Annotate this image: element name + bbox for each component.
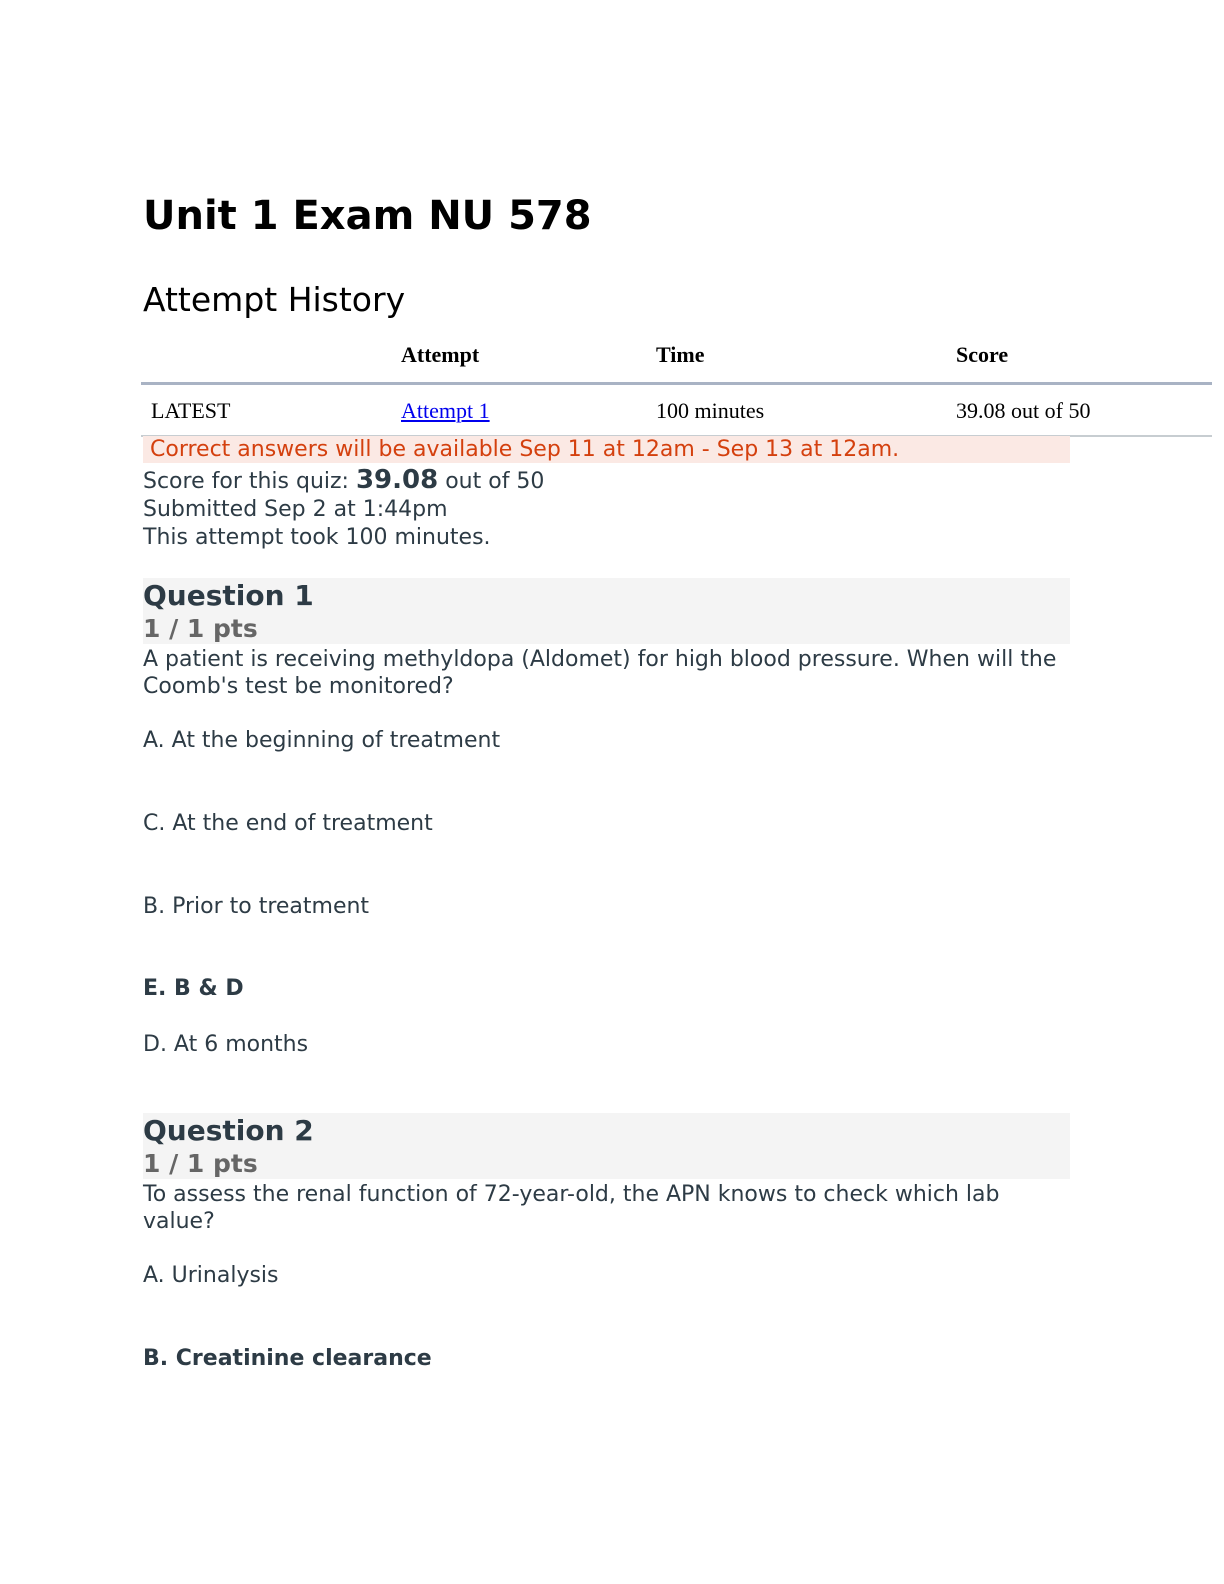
attempt-history-heading: Attempt History	[143, 280, 406, 319]
question-2-points: 1 / 1 pts	[143, 1149, 258, 1178]
score-value: 39.08	[355, 465, 439, 495]
header-attempt: Attempt	[401, 342, 480, 367]
score-prefix: Score for this quiz:	[143, 469, 356, 494]
q1-answer-a[interactable]: A. At the beginning of treatment	[143, 728, 501, 753]
question-1-text: A patient is receiving methyldopa (Aldomet) for high blood pressure. When will the Coomb's test be monitored?	[143, 647, 1057, 699]
attempt-time: 100 minutes	[656, 398, 765, 423]
q1-answer-b[interactable]: B. Prior to treatment	[143, 894, 370, 919]
q1-answer-d[interactable]: D. At 6 months	[143, 1032, 309, 1057]
question-1-points: 1 / 1 pts	[143, 614, 258, 643]
attempt-1-link[interactable]: Attempt 1	[401, 398, 490, 423]
quiz-summary	[143, 466, 544, 552]
submitted-time: Submitted Sep 2 at 1:44pm	[143, 497, 448, 522]
attempt-score: 39.08 out of 50	[956, 398, 1091, 423]
question-2-title: Question 2	[143, 1114, 314, 1147]
score-suffix: out of 50	[438, 469, 545, 494]
q2-answer-b-selected[interactable]: B. Creatinine clearance	[143, 1346, 432, 1371]
page-title: Unit 1 Exam NU 578	[143, 193, 592, 239]
question-1-title: Question 1	[143, 579, 314, 612]
score-line	[143, 466, 544, 496]
latest-label: LATEST	[151, 398, 231, 423]
question-2-header	[143, 1113, 1070, 1179]
header-time: Time	[656, 342, 705, 367]
question-1-header	[143, 578, 1070, 644]
header-score: Score	[956, 342, 1009, 367]
attempt-duration: This attempt took 100 minutes.	[143, 525, 491, 550]
q1-answer-e-selected[interactable]: E. B & D	[143, 976, 244, 1001]
question-2-text: To assess the renal function of 72-year-old, the APN knows to check which lab value?	[143, 1182, 1000, 1234]
q2-answer-a[interactable]: A. Urinalysis	[143, 1263, 279, 1288]
q1-answer-c[interactable]: C. At the end of treatment	[143, 811, 433, 836]
attempt-history-table	[141, 334, 1212, 437]
table-row	[141, 385, 1212, 437]
correct-answers-notice: Correct answers will be available Sep 11 at 12am - Sep 13 at 12am.	[143, 436, 1070, 463]
table-header-row	[141, 334, 1212, 385]
